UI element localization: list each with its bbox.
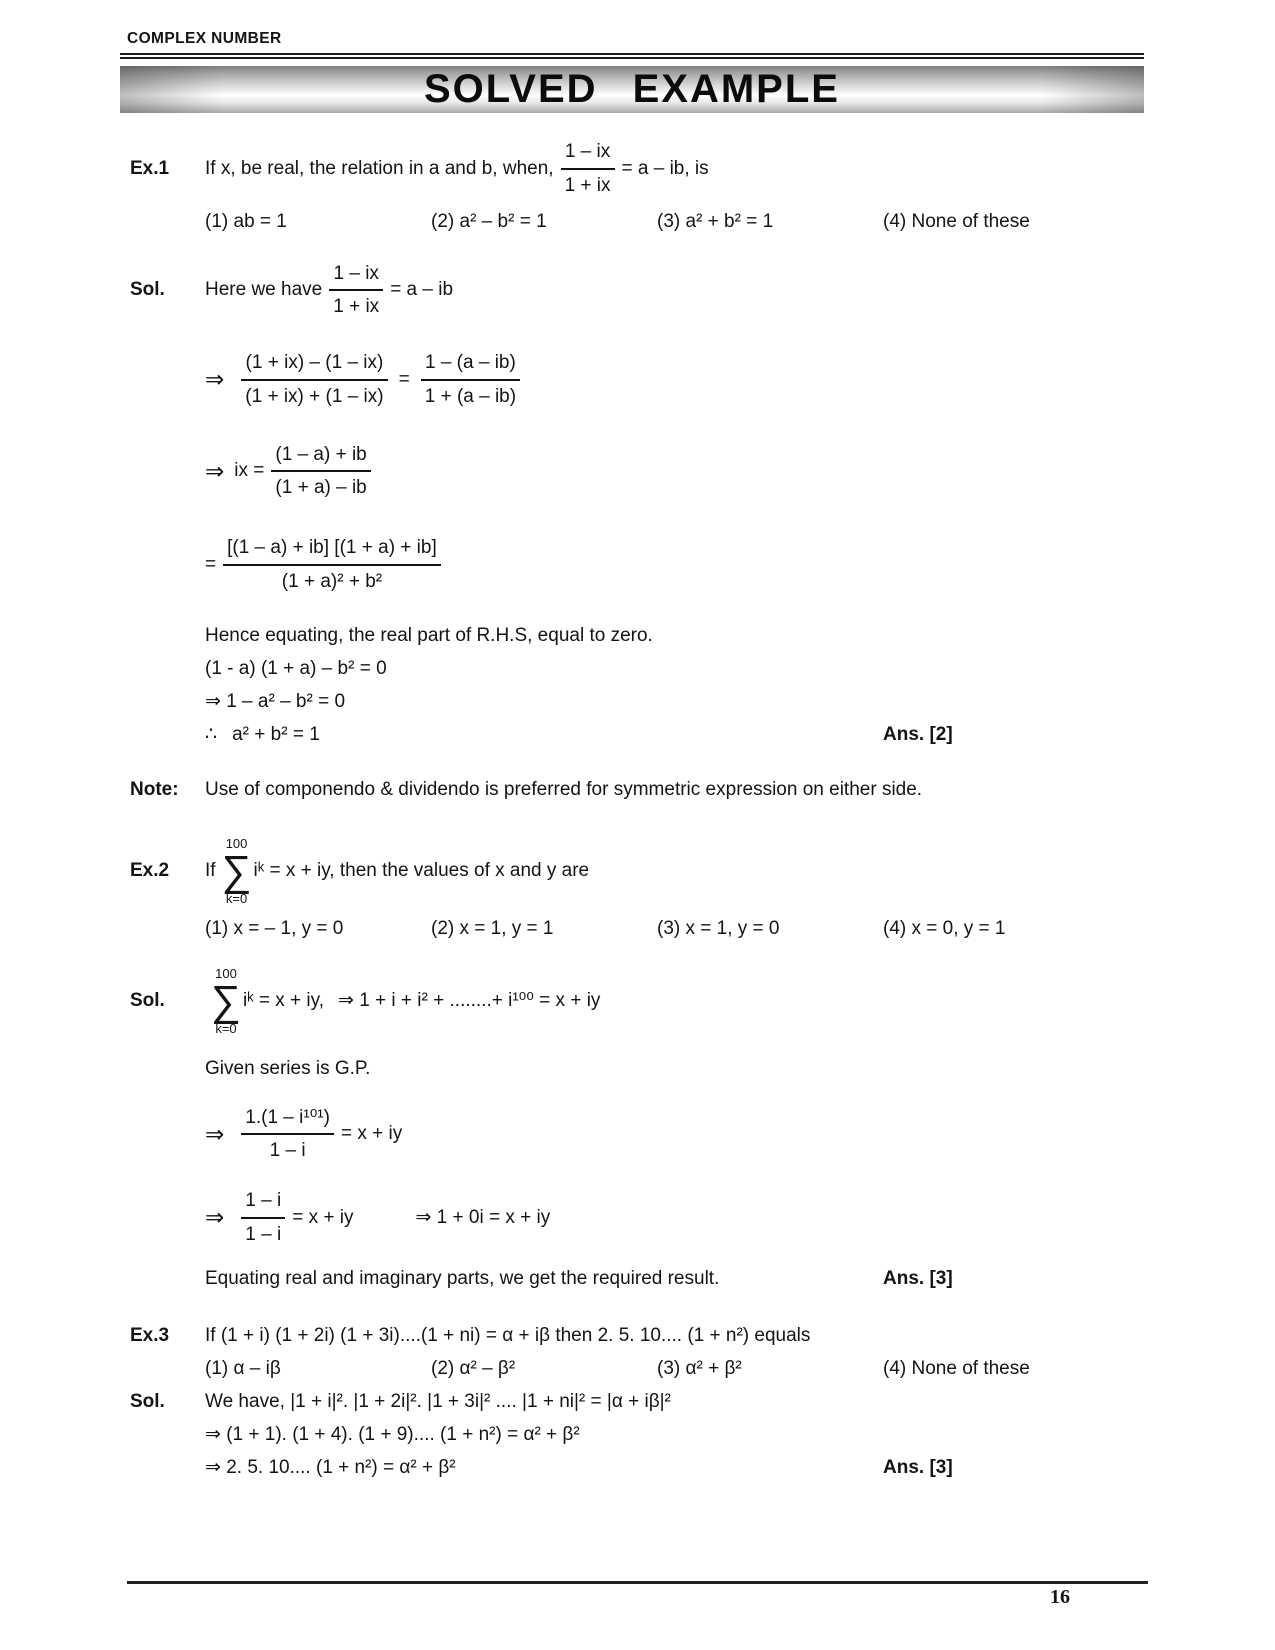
ex2-sum-upper-limit: 100 (225, 835, 248, 851)
ex1-sol-post: = a – ib (390, 279, 454, 301)
ex2-eq1-post: = x + iy (340, 1123, 403, 1145)
ex2-eq1-denominator: 1 – i (269, 1140, 306, 1162)
ex3-solution-row (130, 1385, 1144, 1418)
content-column (127, 0, 1144, 1484)
ex2-question-post: iᵏ = x + iy, then the values of x and y are (253, 859, 590, 881)
ex1-solution-row (130, 261, 1144, 321)
ex2-question-pre: If (205, 859, 216, 881)
ex1-question-post: = a – ib, is (621, 157, 709, 179)
ex1-text-line-2: (1 - a) (1 + a) – b² = 0 (205, 657, 387, 679)
ex2-sol-label: Sol. (130, 989, 165, 1011)
ex2-label: Ex.2 (130, 859, 170, 881)
ex2-sol-post: iᵏ = x + iy, (242, 989, 325, 1011)
page-number: 16 (1050, 1586, 1070, 1608)
ex3-label: Ex.3 (130, 1324, 170, 1346)
sigma-icon: ∑ (221, 846, 252, 894)
ex1-eq1-lhs-numerator: (1 + ix) – (1 – ix) (241, 350, 387, 381)
implies-icon: ⇒ (205, 366, 225, 393)
ex2-option-3: (3) x = 1, y = 0 (657, 917, 780, 939)
footer-rule (127, 1581, 1148, 1584)
header-rule-thin (120, 53, 1144, 55)
ex2-eq2-result: ⇒ 1 + 0i = x + iy (415, 1207, 551, 1229)
ex1-eq2-fraction (271, 442, 370, 502)
ex1-option-1: (1) ab = 1 (205, 210, 287, 232)
ex2-option-2: (2) x = 1, y = 1 (431, 917, 554, 939)
ex1-question-row (130, 139, 1144, 199)
ex1-options-row (205, 209, 1144, 235)
ex2-equation-1 (205, 1105, 1144, 1165)
ex1-sol-pre: Here we have (205, 279, 323, 301)
ex3-options-row (205, 1352, 1144, 1385)
ex3-conclusion-text: ⇒ 2. 5. 10.... (1 + n²) = α² + β² (205, 1456, 456, 1478)
ex1-answer-badge: Ans. [2] (883, 723, 953, 745)
doc-header (127, 0, 1144, 113)
ex2-summation (222, 836, 252, 906)
ex1-eq1-rhs-fraction (421, 350, 520, 410)
ex1-eq1-rhs-numerator: 1 – (a – ib) (421, 350, 520, 381)
ex2-option-4: (4) x = 0, y = 1 (883, 917, 1006, 939)
ex2-sol-summation (211, 966, 241, 1036)
ex1-eq3-numerator: [(1 – a) + ib] [(1 + a) + ib] (223, 535, 441, 566)
ex2-options-row (205, 916, 1144, 942)
ex2-conclusion-row (205, 1262, 1144, 1295)
section-banner (120, 66, 1144, 113)
ex3-sol-line-2: ⇒ (1 + 1). (1 + 4). (1 + 9).... (1 + n²) = α² + β² (205, 1423, 580, 1445)
ex1-sol-fraction-numerator: 1 – ix (329, 261, 383, 292)
ex3-sol-line-1: We have, |1 + i|². |1 + 2i|². |1 + 3i|² .... |1 + ni|² = |α + iβ|² (205, 1390, 671, 1412)
ex1-equation-3 (205, 535, 1144, 595)
ex2-eq2-denominator: 1 – i (245, 1223, 282, 1245)
therefore-icon: ∴ (205, 723, 218, 745)
section-banner-title: SOLVED EXAMPLE (424, 67, 840, 111)
ex2-sol-sum-upper-limit: 100 (215, 965, 237, 981)
ex2-sol-expansion: ⇒ 1 + i + i² + ........+ i¹⁰⁰ = x + iy (338, 990, 601, 1011)
ex2-eq2-fraction (241, 1188, 285, 1248)
note-row (130, 773, 1144, 806)
ex1-conclusion-row (205, 718, 1144, 751)
ex2-sum-lower-limit: k=0 (225, 890, 248, 906)
ex3-option-4: (4) None of these (883, 1357, 1030, 1379)
implies-icon: ⇒ (205, 1120, 225, 1147)
ex2-question-row (130, 836, 1144, 906)
ex1-eq3-fraction (223, 535, 441, 595)
ex1-equation-1 (205, 350, 1144, 410)
ex1-eq1-equals: = (398, 368, 410, 390)
note-label: Note: (130, 778, 179, 800)
ex2-sol-sum-lower-limit: k=0 (215, 1020, 237, 1036)
ex1-question-fraction (561, 139, 615, 199)
implies-icon: ⇒ (205, 1204, 225, 1231)
ex1-sol-label: Sol. (130, 279, 165, 301)
ex1-sol-fraction-denominator: 1 + ix (333, 296, 380, 318)
ex3-option-2: (2) α² – β² (431, 1357, 516, 1379)
ex3-sol-label: Sol. (130, 1390, 165, 1412)
ex3-answer-badge: Ans. [3] (883, 1456, 953, 1478)
ex1-question-pre: If x, be real, the relation in a and b, when, (205, 157, 554, 179)
ex3-question-text: If (1 + i) (1 + 2i) (1 + 3i)....(1 + ni) = α + iβ then 2. 5. 10.... (1 + n²) equals (205, 1324, 811, 1346)
chapter-title: COMPLEX NUMBER (127, 30, 282, 47)
ex1-eq1-lhs-fraction (241, 350, 387, 410)
ex1-eq3-denominator: (1 + a)² + b² (281, 570, 383, 592)
ex1-eq2-lead: ix = (234, 460, 265, 482)
sigma-icon: ∑ (211, 976, 241, 1024)
ex2-equation-2 (205, 1188, 1144, 1248)
ex2-eq1-fraction (241, 1105, 334, 1165)
ex1-question-fraction-numerator: 1 – ix (561, 139, 615, 170)
ex1-text-line-1: Hence equating, the real part of R.H.S, equal to zero. (205, 624, 653, 646)
ex1-sol-fraction (329, 261, 383, 321)
ex1-equation-2 (205, 442, 1144, 502)
ex2-eq2-numerator: 1 – i (241, 1188, 285, 1219)
header-rule-thick (120, 57, 1144, 59)
implies-icon: ⇒ (205, 457, 225, 484)
ex2-conclusion-text: Equating real and imaginary parts, we get the required result. (205, 1267, 720, 1289)
ex1-label: Ex.1 (130, 157, 170, 179)
ex2-option-1: (1) x = – 1, y = 0 (205, 917, 344, 939)
ex1-eq2-denominator: (1 + a) – ib (275, 477, 367, 499)
ex2-answer-badge: Ans. [3] (883, 1267, 953, 1289)
ex2-eq2-post: = x + iy (292, 1206, 354, 1228)
ex1-eq2-numerator: (1 – a) + ib (271, 442, 370, 473)
ex1-option-3: (3) a² + b² = 1 (657, 210, 774, 232)
ex2-solution-row (130, 966, 1144, 1036)
ex1-conclusion-text: a² + b² = 1 (232, 723, 320, 745)
ex1-option-4: (4) None of these (883, 210, 1030, 232)
ex3-question-row (130, 1319, 1144, 1352)
ex3-conclusion-row (205, 1451, 1144, 1484)
ex3-option-3: (3) α² + β² (657, 1357, 742, 1379)
ex2-eq1-numerator: 1.(1 – i¹⁰¹) (241, 1105, 334, 1136)
note-text: Use of componendo & dividendo is preferred for symmetric expression on either side. (205, 778, 923, 800)
ex1-eq1-lhs-denominator: (1 + ix) + (1 – ix) (245, 385, 384, 407)
ex1-question-fraction-denominator: 1 + ix (564, 174, 611, 196)
ex1-eq3-lead: = (205, 553, 217, 575)
ex1-option-2: (2) a² – b² = 1 (431, 210, 547, 232)
ex1-text-line-3: ⇒ 1 – a² – b² = 0 (205, 690, 346, 712)
ex2-gp-line: Given series is G.P. (205, 1057, 371, 1079)
ex1-eq1-rhs-denominator: 1 + (a – ib) (424, 385, 517, 407)
ex3-option-1: (1) α – iβ (205, 1357, 281, 1379)
